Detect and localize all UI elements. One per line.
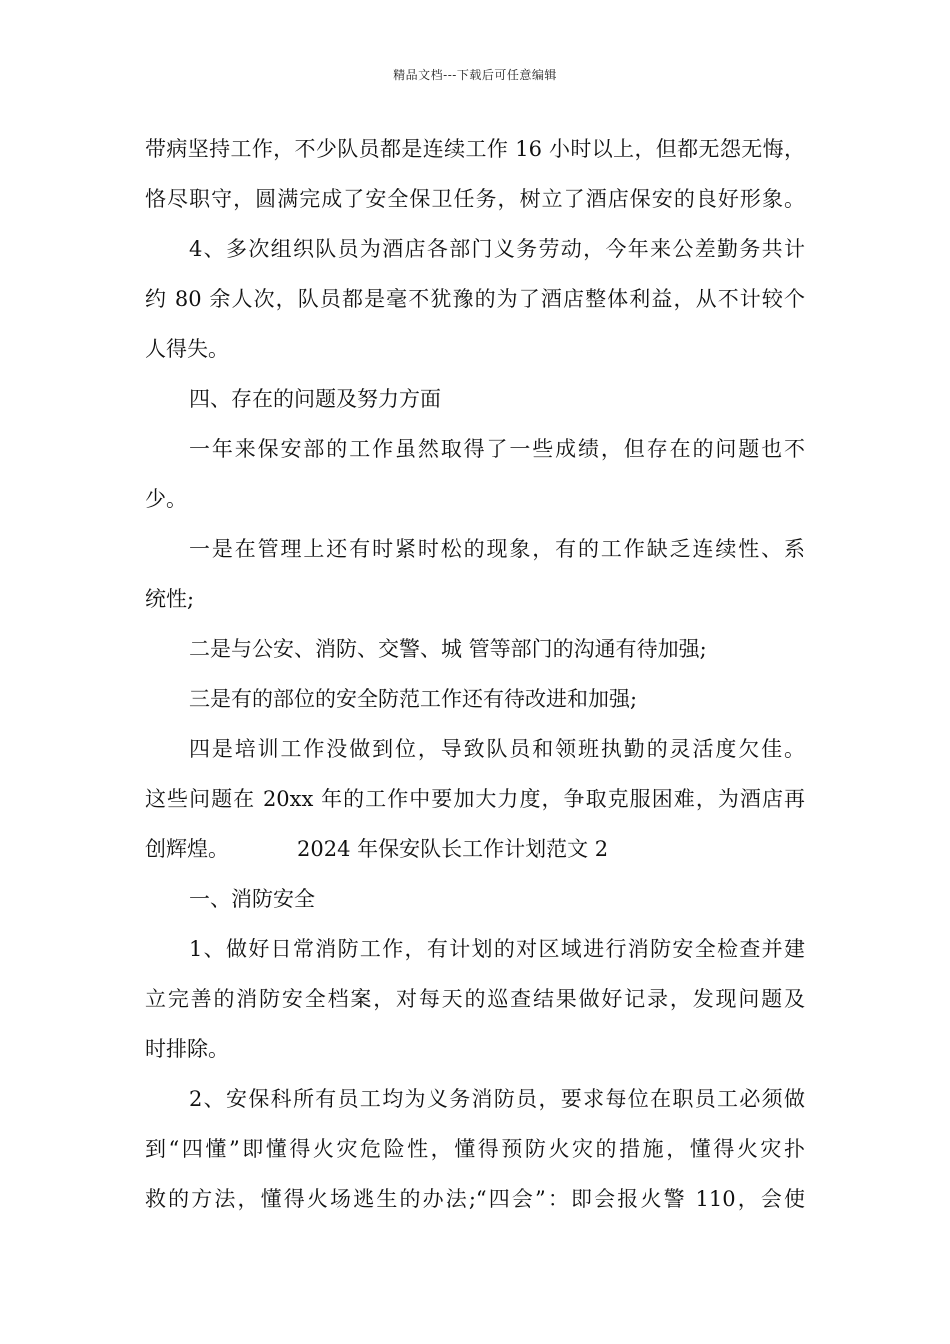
text-line: 这些问题在 20xx 年的工作中要加大力度，争取克服困难，为酒店再	[145, 787, 805, 811]
text-line: 带病坚持工作，不少队员都是连续工作 16 小时以上，但都无怨无悔，	[145, 137, 805, 161]
text-line: 四是培训工作没做到位，导致队员和领班执勤的灵活度欠佳。	[189, 737, 805, 761]
document-title: 2024 年保安队长工作计划范文 2	[297, 837, 609, 861]
text-line: 恪尽职守，圆满完成了安全保卫任务，树立了酒店保安的良好形象。	[145, 187, 805, 211]
text-line: 统性;	[145, 587, 195, 611]
text-line: 救的方法，懂得火场逃生的办法;“四会”：即会报火警 110，会使	[145, 1187, 805, 1211]
text-line: 人得失。	[145, 337, 229, 361]
text-line: 立完善的消防安全档案，对每天的巡查结果做好记录，发现问题及	[145, 987, 805, 1011]
page-header: 精品文档---下载后可任意编辑	[393, 68, 557, 82]
text-line: 少。	[145, 487, 187, 511]
text-line: 一是在管理上还有时紧时松的现象，有的工作缺乏连续性、系	[189, 537, 805, 561]
text-line: 2、安保科所有员工均为义务消防员，要求每位在职员工必须做	[189, 1087, 805, 1111]
section-heading: 一、消防安全	[189, 887, 315, 911]
text-line: 4、多次组织队员为酒店各部门义务劳动，今年来公差勤务共计	[189, 237, 805, 261]
text-line: 一年来保安部的工作虽然取得了一些成绩，但存在的问题也不	[189, 437, 805, 461]
text-line: 时排除。	[145, 1037, 229, 1061]
text-line	[145, 824, 805, 874]
text-line: 三是有的部位的安全防范工作还有待改进和加强;	[189, 687, 638, 711]
text-line: 到“四懂”即懂得火灾危险性，懂得预防火灾的措施，懂得火灾扑	[145, 1137, 805, 1161]
document-body	[145, 124, 805, 1224]
section-heading: 四、存在的问题及努力方面	[189, 387, 441, 411]
text-segment: 创辉煌。	[145, 837, 229, 861]
text-line: 1、做好日常消防工作，有计划的对区域进行消防安全检查并建	[189, 937, 805, 961]
text-line: 约 80 余人次，队员都是毫不犹豫的为了酒店整体利益，从不计较个	[145, 287, 805, 311]
text-line: 二是与公安、消防、交警、城 管等部门的沟通有待加强;	[189, 637, 707, 661]
